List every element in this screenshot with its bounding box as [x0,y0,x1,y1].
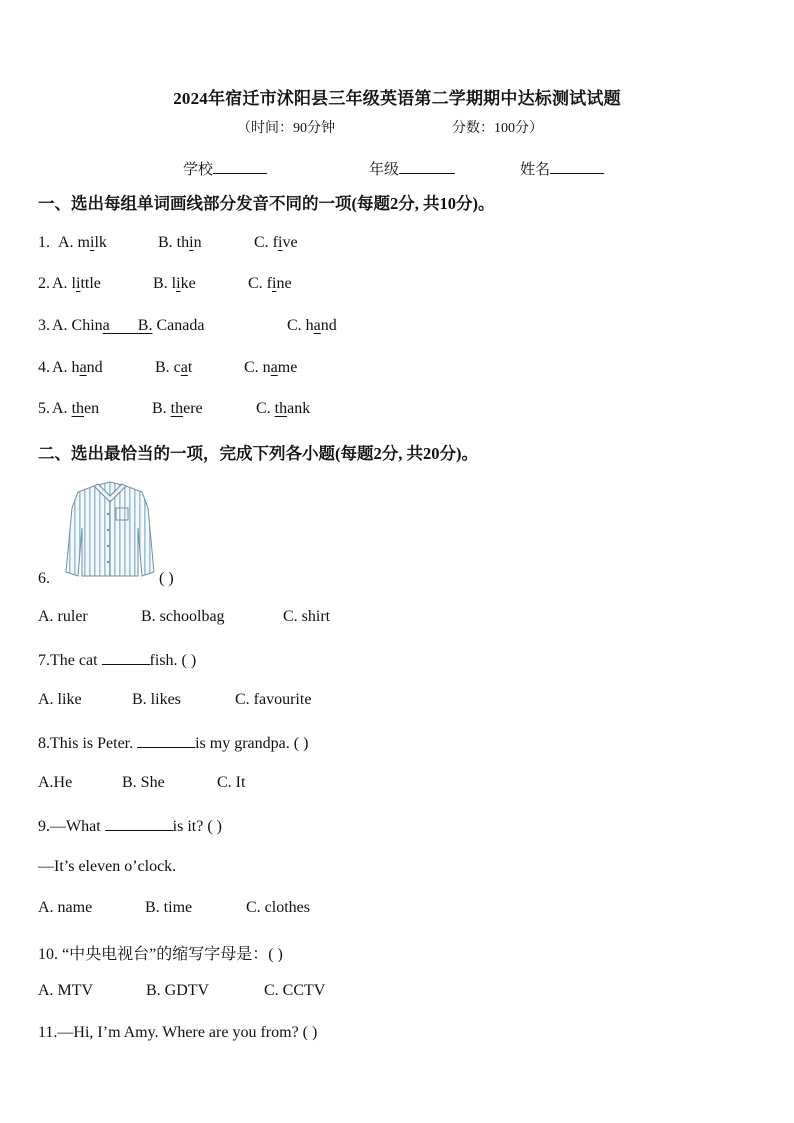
underlined-letters: a [313,317,321,334]
q6-number: 6. [38,570,50,587]
phonics-option[interactable] [153,275,196,293]
underlined-letters: i [189,234,194,251]
exam-time: （时间：90分钟 [237,121,335,136]
q8-stem-start: 8.This is Peter. [38,735,138,752]
q7-stem-start: 7.The cat [38,652,102,669]
option-text-start: C. f [248,275,272,292]
q6-paren[interactable]: ( ) [159,570,174,587]
phonics-option[interactable] [248,275,292,293]
option-text-start: C. [256,400,275,417]
q7-option-c[interactable]: C. favourite [235,691,312,708]
option-text-start: A. h [52,359,80,376]
q6-option-b[interactable]: B. schoolbag [141,608,225,625]
question-number: 3. [38,317,50,334]
question-number: 4. [38,359,50,376]
grade-field[interactable] [369,158,455,179]
option-text-end: ve [282,234,298,251]
phonics-option[interactable] [52,275,101,293]
underlined-letters: i [272,275,277,292]
school-label: 学校 [183,162,214,178]
phonics-option[interactable] [52,317,204,335]
phonics-option[interactable] [52,359,103,377]
question-number: 2. [38,275,50,292]
underlined-letters: a [180,359,188,376]
q9-option-b[interactable]: B. time [145,899,193,916]
option-text-end: ere [183,400,203,417]
q7-option-a[interactable]: A. like [38,691,82,708]
underlined-letters: th [170,400,184,417]
phonics-option[interactable] [287,317,337,335]
option-text-end: n [193,234,202,251]
question-number: 1. [38,234,50,251]
option-text-start: B. l [153,275,177,292]
option-text-end: ttle [80,275,101,292]
q7-option-b[interactable]: B. likes [132,691,181,708]
option-text-start: C. n [244,359,271,376]
option-text-end: ne [276,275,292,292]
q7-blank[interactable] [102,650,150,665]
question-8 [38,733,308,753]
q10-option-b[interactable]: B. GDTV [146,982,210,999]
option-text-end: ank [287,400,311,417]
option-text-start: B. th [158,234,190,251]
question-7 [38,650,196,670]
option-text-start: A. Chin [52,317,103,334]
phonics-option[interactable] [244,359,297,377]
underlined-letters: i [76,275,81,292]
q8-blank[interactable] [137,733,195,748]
option-text-start: B. [152,400,171,417]
phonics-option[interactable] [158,234,202,252]
q7-stem-end: fish. ( ) [149,652,197,669]
q9-stem-end: is it? ( ) [172,818,222,835]
section1-heading: 一、选出每组单词画线部分发音不同的一项(每题2分, 共10分)。 [38,194,495,213]
phonics-option[interactable] [155,359,192,377]
shirt-image [64,480,156,580]
option-text-end: ke [180,275,196,292]
page-title: 2024年宿迁市沭阳县三年级英语第二学期期中达标测试试题 [173,89,621,108]
name-field[interactable] [520,158,604,179]
phonics-option[interactable] [254,234,298,252]
option-text-start: C. f [254,234,278,251]
option-text-start: A. l [52,275,76,292]
q9-stem-start: 9.—What [38,818,105,835]
phonics-option[interactable] [52,400,99,418]
school-field[interactable] [183,158,267,179]
phonics-option[interactable] [256,400,310,418]
name-label: 姓名 [520,162,551,178]
option-text-end: Canada [152,317,205,334]
phonics-option[interactable] [58,234,107,252]
underlined-letters: i [90,234,95,251]
option-text-start: C. h [287,317,314,334]
underlined-letters: a [270,359,278,376]
underlined-letters: a [79,359,87,376]
q9-option-c[interactable]: C. clothes [246,899,310,916]
question-number: 5. [38,400,50,417]
option-text-start: B. c [155,359,181,376]
underlined-letters: i [278,234,283,251]
option-text-end: nd [86,359,103,376]
school-blank[interactable] [213,159,267,174]
option-text-end: nd [320,317,337,334]
question-9 [38,816,222,836]
q6-option-a[interactable]: A. ruler [38,608,88,625]
exam-score: 分数：100分） [452,121,543,136]
phonics-option[interactable] [152,400,203,418]
underlined-letters: i [176,275,181,292]
option-text-start: A. [52,400,72,417]
q8-option-c[interactable]: C. It [217,774,246,791]
q9-answer-line: —It’s eleven o’clock. [38,858,177,875]
option-text-end: t [187,359,193,376]
grade-label: 年级 [369,162,400,178]
option-text-end: en [84,400,100,417]
grade-blank[interactable] [399,159,455,174]
underlined-letters: th [71,400,85,417]
q8-option-a[interactable]: A.He [38,774,73,791]
q9-blank[interactable] [105,816,173,831]
underlined-letters: a B. [102,317,153,334]
question-6 [38,570,174,588]
q10-option-a[interactable]: A. MTV [38,982,94,999]
q10-option-c[interactable]: C. CCTV [264,982,326,999]
name-blank[interactable] [550,159,604,174]
q9-option-a[interactable]: A. name [38,899,93,916]
q8-option-b[interactable]: B. She [122,774,165,791]
q6-option-c[interactable]: C. shirt [283,608,331,625]
option-text-end: lk [94,234,107,251]
section2-heading: 二、选出最恰当的一项，完成下列各小题(每题2分, 共20分)。 [38,444,478,463]
option-text-start: A. m [58,234,90,251]
question-10: 10. “中央电视台”的缩写字母是：( ) [38,946,283,963]
underlined-letters: th [274,400,288,417]
option-text-end: me [277,359,298,376]
question-11: 11.—Hi, I’m Amy. Where are you from? ( ) [38,1024,318,1041]
q8-stem-end: is my grandpa. ( ) [195,735,309,752]
